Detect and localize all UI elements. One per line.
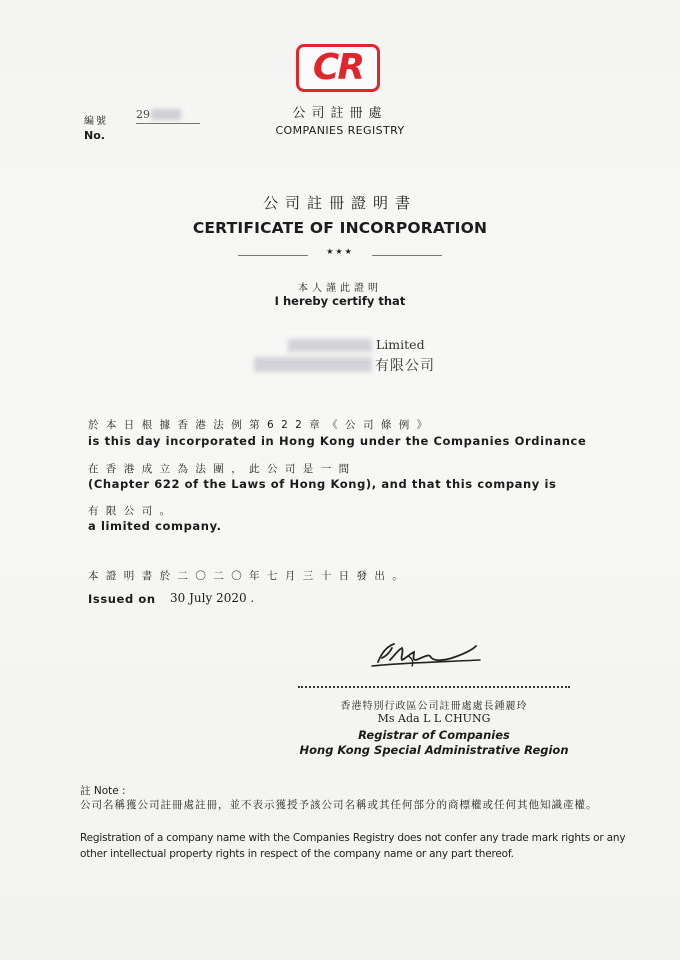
signature-dotted-line	[298, 686, 570, 688]
note-label: 註 Note :	[80, 785, 126, 797]
body-line-3-en: a limited company.	[88, 519, 222, 533]
note-text-en: Registration of a company name with the Companies Registry does not confer any trade mark rights or any other intellectual property rights in respect of the company name or any part thereof.	[80, 832, 626, 860]
body-line-2-cn: 在香港成立為法團，此公司是一間	[88, 463, 357, 475]
registrar-region-en: Hong Kong Special Administrative Region	[299, 743, 569, 757]
number-redaction	[151, 109, 181, 120]
logo-text: CR	[312, 47, 364, 88]
company-name-cn: 有限公司	[375, 358, 435, 374]
number-underline	[136, 123, 200, 124]
certify-text-cn: 本人謹此證明	[298, 283, 382, 294]
company-name-en: Limited	[376, 337, 425, 352]
registrar-signature	[368, 636, 486, 674]
company-name-en-redaction	[288, 339, 372, 352]
body-line-1-en: is this day incorporated in Hong Kong under the Companies Ordinance	[88, 434, 587, 448]
body-line-3-cn: 有限公司。	[88, 505, 178, 517]
number-label-cn: 編號	[84, 116, 108, 127]
registrar-title-cn: 香港特別行政區公司註冊處處長鍾麗玲	[340, 701, 528, 712]
ornament-stars: ★★★	[326, 247, 354, 256]
certify-text-en: I hereby certify that	[274, 294, 406, 308]
issued-label-en: Issued on	[88, 592, 156, 606]
registry-name-cn: 公司註冊處	[292, 106, 388, 121]
body-line-1-cn: 於本日根據香港法例第622章《公司條例》	[88, 419, 435, 431]
issued-text-cn: 本證明書於二〇二〇年七月三十日發出。	[88, 570, 411, 582]
number-label-en: No.	[84, 129, 105, 142]
certificate-title-en: CERTIFICATE OF INCORPORATION	[192, 219, 488, 237]
body-line-2-en: (Chapter 622 of the Laws of Hong Kong), and that this company is	[88, 477, 557, 491]
company-name-cn-redaction	[254, 357, 372, 372]
ornament-rule-right	[372, 255, 442, 256]
registrar-name: Ms Ada L L CHUNG	[377, 712, 491, 725]
companies-registry-logo	[296, 44, 380, 92]
certificate-number: 29	[136, 108, 150, 121]
issued-date: 30 July 2020 .	[170, 591, 255, 605]
note-text-cn: 公司名稱獲公司註冊處註冊，並不表示獲授予該公司名稱或其任何部分的商標權或任何其他知識產權。	[80, 799, 598, 811]
ornament-rule-left	[238, 255, 308, 256]
registry-name-en: COMPANIES REGISTRY	[275, 124, 405, 137]
registrar-title-en: Registrar of Companies	[358, 728, 510, 742]
certificate-title-cn: 公司註冊證明書	[262, 194, 417, 212]
